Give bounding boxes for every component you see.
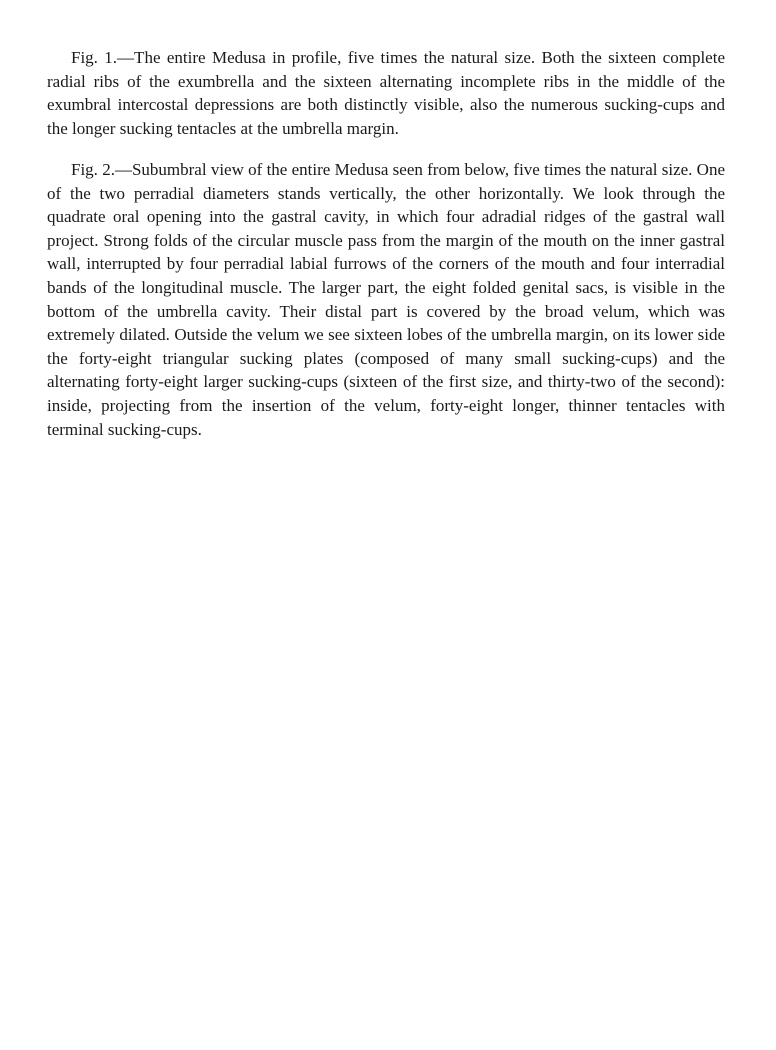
figure-2-caption: Fig. 2.—Subumbral view of the entire Medusa seen from below, five times the natural size. One of the two perradial diameters stands vertically, the other horizontally. We look through the quadrate oral opening into the gastral cavity, in which four adradial ridges of the gastral wall project. Strong folds of the circular muscle pass from the margin of the mouth on the inner gastral wall, interrupted by four perradial labial furrows of the corners of the mouth and four interradial bands of the longitudinal muscle. The larger part, the eight folded genital sacs, is visible in the bottom of the umbrella cavity. Their distal part is covered by the broad velum, which was extremely dilated. Outside the velum we see sixteen lobes of the umbrella margin, on its lower side the forty-eight triangular sucking plates (composed of many small sucking-cups) and the alternating forty-eight larger sucking-cups (sixteen of the first size, and thirty-two of the second): inside, projecting from the insertion of the velum, forty-eight longer, thinner tentacles with terminal sucking-cups. <box>47 160 725 439</box>
figure-1-caption: Fig. 1.—The entire Medusa in profile, five times the natural size. Both the sixteen complete radial ribs of the exumbrella and the sixteen alternating incomplete ribs in the middle of the exumbral intercostal depressions are both distinctly visible, also the numerous sucking-cups and the longer sucking tentacles at the umbrella margin. <box>47 48 725 138</box>
